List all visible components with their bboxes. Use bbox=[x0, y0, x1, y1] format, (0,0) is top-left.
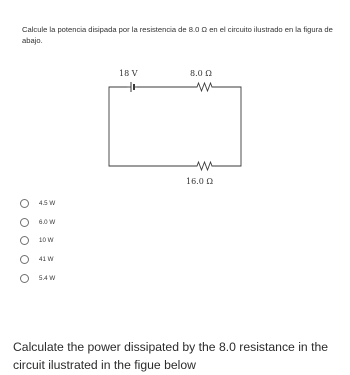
caption-panel bbox=[0, 305, 350, 375]
option-5[interactable] bbox=[20, 271, 140, 285]
radio-button[interactable] bbox=[20, 236, 29, 245]
option-4[interactable] bbox=[20, 252, 140, 266]
resistor-top-label: 8.0 Ω bbox=[190, 69, 212, 78]
option-label: 6.0 W bbox=[39, 218, 56, 226]
resistor-top-symbol bbox=[194, 83, 214, 91]
option-label: 41 W bbox=[39, 255, 54, 263]
radio-button[interactable] bbox=[20, 218, 29, 227]
option-1[interactable] bbox=[20, 196, 140, 210]
option-3[interactable] bbox=[20, 233, 140, 247]
circuit-wires bbox=[109, 87, 241, 166]
question-text: Calcule la potencia disipada por la resistencia de 8.0 Ω en el circuito ilustrado en la figura de abajo. bbox=[22, 25, 333, 45]
radio-button[interactable] bbox=[20, 199, 29, 208]
resistor-bottom-symbol bbox=[194, 162, 214, 170]
radio-button[interactable] bbox=[20, 255, 29, 264]
option-label: 4.5 W bbox=[39, 199, 56, 207]
option-label: 10 W bbox=[39, 236, 54, 244]
radio-button[interactable] bbox=[20, 274, 29, 283]
battery-symbol bbox=[127, 82, 137, 92]
option-2[interactable] bbox=[20, 215, 140, 229]
resistor-bottom-label: 16.0 Ω bbox=[186, 177, 213, 186]
caption-text: Calculate the power dissipated by the 8.0 resistance in the circuit ilustrated in the figue below bbox=[13, 340, 329, 372]
battery-label: 18 V bbox=[119, 69, 138, 78]
option-label: 5.4 W bbox=[39, 274, 56, 282]
